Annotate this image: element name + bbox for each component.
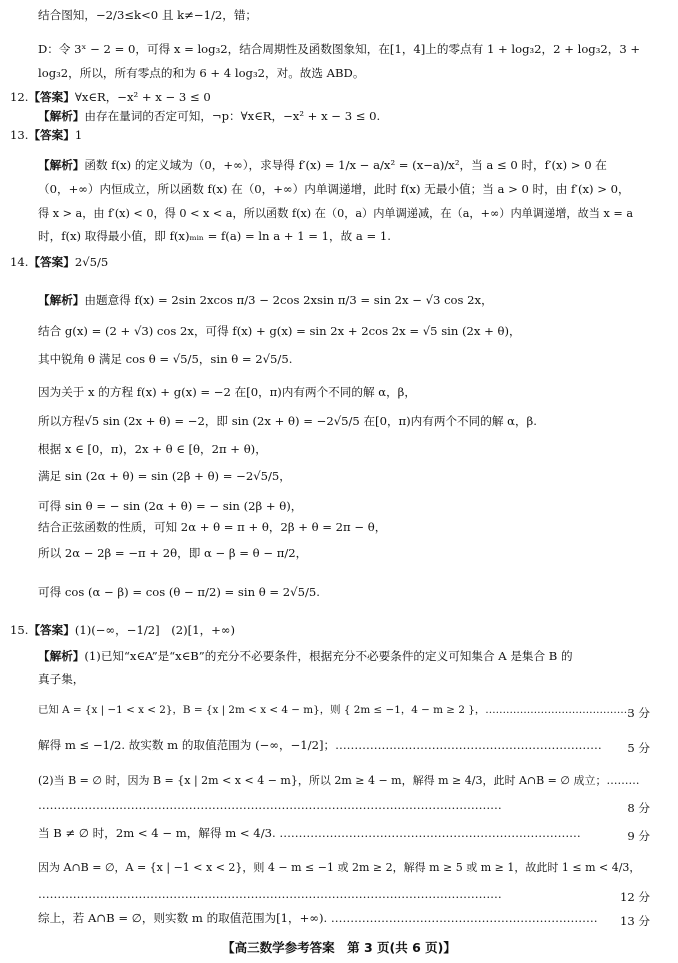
text-line: D：令 3ˣ − 2 = 0，可得 x = log₃2，结合周期性及函数图象知，在[1，4]上的零点有 1 + log₃2，2 + log₃2，3 + [38,42,641,56]
explanation-tag: 【解析】 [38,158,85,172]
question-number: 12. [10,90,29,104]
text-line: 综上，若 A∩B = ∅，则实数 m 的取值范围为[1，+∞). …………………………………………………………… [38,911,598,925]
explanation-tag: 【解析】 [38,649,85,663]
answer-tag: 【答案】 [28,255,75,269]
answer-tag: 【答案】 [28,90,75,104]
page-footer: 【高三数学参考答案 第 3 页(共 6 页)】 [222,940,456,955]
answer-text: ∀x∈R，−x² + x − 3 ≤ 0 [74,90,211,104]
score-mark: 8 分 [627,801,650,815]
dot-leader: ………………………………………………………………………………………………………… [38,887,502,901]
score-mark: 3 分 [627,706,650,720]
explanation-tag: 【解析】 [38,293,85,307]
text-line: 解得 m ≤ −1/2. 故实数 m 的取值范围为 (−∞，−1/2]；…………………………………………………………… [38,738,602,752]
text-line: 结合正弦函数的性质，可知 2α + θ = π + θ，2β + θ = 2π − θ， [38,520,387,534]
score-mark: 9 分 [627,829,650,843]
q12-explanation-line [38,111,380,123]
q15-explanation-line [38,651,573,663]
q13-explanation-line [38,160,607,172]
q12-answer-line [10,92,211,104]
q15-answer-line [10,625,235,637]
text-line: 已知 A = {x | −1 < x < 2}，B = {x | 2m < x < 4 − m}，则 { 2m ≤ −1，4 − m ≥ 2 }，…………………………………… [38,704,631,716]
q14-answer-line [10,257,108,269]
q14-explanation-line [38,295,493,307]
answer-text: 1 [74,128,83,142]
text-line: 真子集， [38,672,85,686]
text-line: 结合 g(x) = (2 + √3) cos 2x，可得 f(x) + g(x) = sin 2x + 2cos 2x = √5 sin (2x + θ)， [38,324,521,338]
text-line: 得 x > a，由 f′(x) < 0，得 0 < x < a，所以函数 f(x) 在（0，a）内单调递减，在（a，+∞）内单调递增，故当 x = a [38,207,633,220]
text-line: 时，f(x) 取得最小值，即 f(x)ₘᵢₙ = f(a) = ln a + 1 = 1，故 a = 1. [38,229,391,243]
text-line: （0，+∞）内恒成立，所以函数 f(x) 在（0，+∞）内单调递增，此时 f(x) 无最小值；当 a > 0 时，由 f′(x) > 0， [38,182,630,196]
score-mark: 12 分 [619,890,650,904]
text-line: 所以方程√5 sin (2x + θ) = −2，即 sin (2x + θ) = −2√5/5 在[0，π)内有两个不同的解 α，β. [38,414,537,428]
question-number: 15. [10,623,29,637]
text-line: 可得 sin θ = − sin (2α + θ) = − sin (2β + θ)， [38,499,303,513]
text-line: 根据 x ∈ [0，π)，2x + θ ∈ [θ，2π + θ)， [38,442,267,456]
answer-tag: 【答案】 [28,623,75,637]
score-mark: 5 分 [627,741,650,755]
text-line: 满足 sin (2α + θ) = sin (2β + θ) = −2√5/5， [38,469,291,483]
answer-tag: 【答案】 [28,128,75,142]
text-line: 当 B ≠ ∅ 时，2m < 4 − m，解得 m < 4/3. …………………………………………………………………… [38,826,581,840]
text-line: 因为关于 x 的方程 f(x) + g(x) = −2 在[0，π)内有两个不同的解 α，β， [38,385,416,399]
text-line: (2)当 B = ∅ 时，因为 B = {x | 2m < x < 4 − m}，所以 2m ≥ 4 − m，解得 m ≥ 4/3，此时 A∩B = ∅ 成立；……… [38,774,640,787]
answer-text: (1)(−∞，−1/2] (2)[1，+∞) [74,623,236,637]
question-number: 13. [10,128,29,142]
text-line: 其中锐角 θ 满足 cos θ = √5/5，sin θ = 2√5/5. [38,352,293,366]
text-line: 因为 A∩B = ∅，A = {x | −1 < x < 2}，则 4 − m ≤ −1 或 2m ≥ 2，解得 m ≥ 5 或 m ≥ 1，故此时 1 ≤ m < 4/3， [38,861,641,874]
question-number: 14. [10,255,29,269]
text-line: log₃2，所以，所有零点的和为 6 + 4 log₃2，对。故选 ABD。 [38,66,365,80]
dot-leader: ………………………………………………………………………………………………………… [38,798,502,812]
text-line: 可得 cos (α − β) = cos (θ − π/2) = sin θ = 2√5/5. [38,585,320,599]
answer-text: 2√5/5 [74,255,109,269]
q13-answer-line [10,130,82,142]
explanation-text: 由存在量词的否定可知，¬p：∀x∈R，−x² + x − 3 ≤ 0. [84,109,381,123]
score-mark: 13 分 [619,914,650,928]
explanation-tag: 【解析】 [38,109,85,123]
explanation-text: 由题意得 f(x) = 2sin 2xcos π/3 − 2cos 2xsin π/3 = sin 2x − √3 cos 2x， [84,293,493,307]
explanation-text: 函数 f(x) 的定义域为（0，+∞），求导得 f′(x) = 1/x − a/x² = (x−a)/x²，当 a ≤ 0 时，f′(x) > 0 在 [84,158,607,172]
explanation-text: (1)已知“x∈A”是“x∈B”的充分不必要条件，根据充分不必要条件的定义可知集合 A 是集合 B 的 [84,649,573,663]
text-line: 所以 2α − 2β = −π + 2θ，即 α − β = θ − π/2， [38,546,308,560]
text-line: 结合图知，−2/3≤k<0 且 k≠−1/2，错； [38,8,258,22]
